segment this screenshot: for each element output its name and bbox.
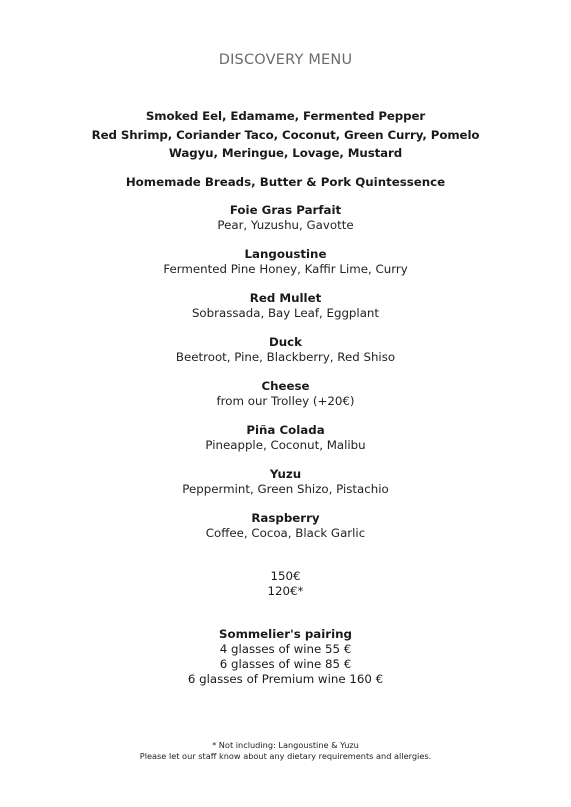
course-description: Peppermint, Green Shizo, Pistachio (182, 482, 389, 496)
course-description: Pineapple, Coconut, Malibu (205, 438, 366, 452)
course-description: from our Trolley (+20€) (216, 394, 355, 408)
pairing-option: 6 glasses of wine 85 € (219, 657, 352, 671)
footer-notes (0, 740, 571, 762)
course-item (0, 335, 571, 365)
menu-prices (0, 569, 571, 599)
course-description: Coffee, Cocoa, Black Garlic (205, 526, 366, 540)
menu-title: DISCOVERY MENU (218, 52, 353, 68)
course-item (0, 247, 571, 277)
course-item (0, 291, 571, 321)
course-description: Sobrassada, Bay Leaf, Eggplant (191, 306, 380, 320)
wine-pairing (0, 627, 571, 687)
course-item (0, 511, 571, 541)
pairing-option: 4 glasses of wine 55 € (219, 642, 352, 656)
allergy-note: Please let our staff know about any dietary requirements and allergies. (139, 751, 432, 761)
course-description: Beetroot, Pine, Blackberry, Red Shiso (175, 350, 396, 364)
course-name: Foie Gras Parfait (229, 203, 342, 217)
pairing-option: 6 glasses of Premium wine 160 € (187, 672, 384, 686)
pairing-heading: Sommelier's pairing (219, 627, 352, 641)
course-name: Red Mullet (249, 291, 322, 305)
course-description: Pear, Yuzushu, Gavotte (217, 218, 354, 232)
price-full: 150€ (270, 569, 301, 583)
course-name: Langoustine (244, 247, 327, 261)
snack-item: Wagyu, Meringue, Lovage, Mustard (168, 146, 403, 160)
course-item (0, 467, 571, 497)
price-reduced: 120€* (267, 584, 304, 598)
snack-item: Red Shrimp, Coriander Taco, Coconut, Green Curry, Pomelo (91, 127, 480, 142)
bread-course: Homemade Breads, Butter & Pork Quintessence (125, 175, 446, 189)
course-description: Fermented Pine Honey, Kaffir Lime, Curry (163, 262, 408, 276)
course-name: Piña Colada (246, 423, 325, 437)
course-item (0, 423, 571, 453)
snack-item: Smoked Eel, Edamame, Fermented Pepper (145, 109, 426, 123)
course-name: Raspberry (251, 511, 320, 525)
course-item (0, 203, 571, 233)
snacks-list (0, 107, 571, 163)
course-name: Duck (268, 335, 303, 349)
course-name: Cheese (261, 379, 310, 393)
course-name: Yuzu (269, 467, 302, 481)
footnote: * Not including: Langoustine & Yuzu (212, 740, 359, 750)
course-item (0, 379, 571, 409)
